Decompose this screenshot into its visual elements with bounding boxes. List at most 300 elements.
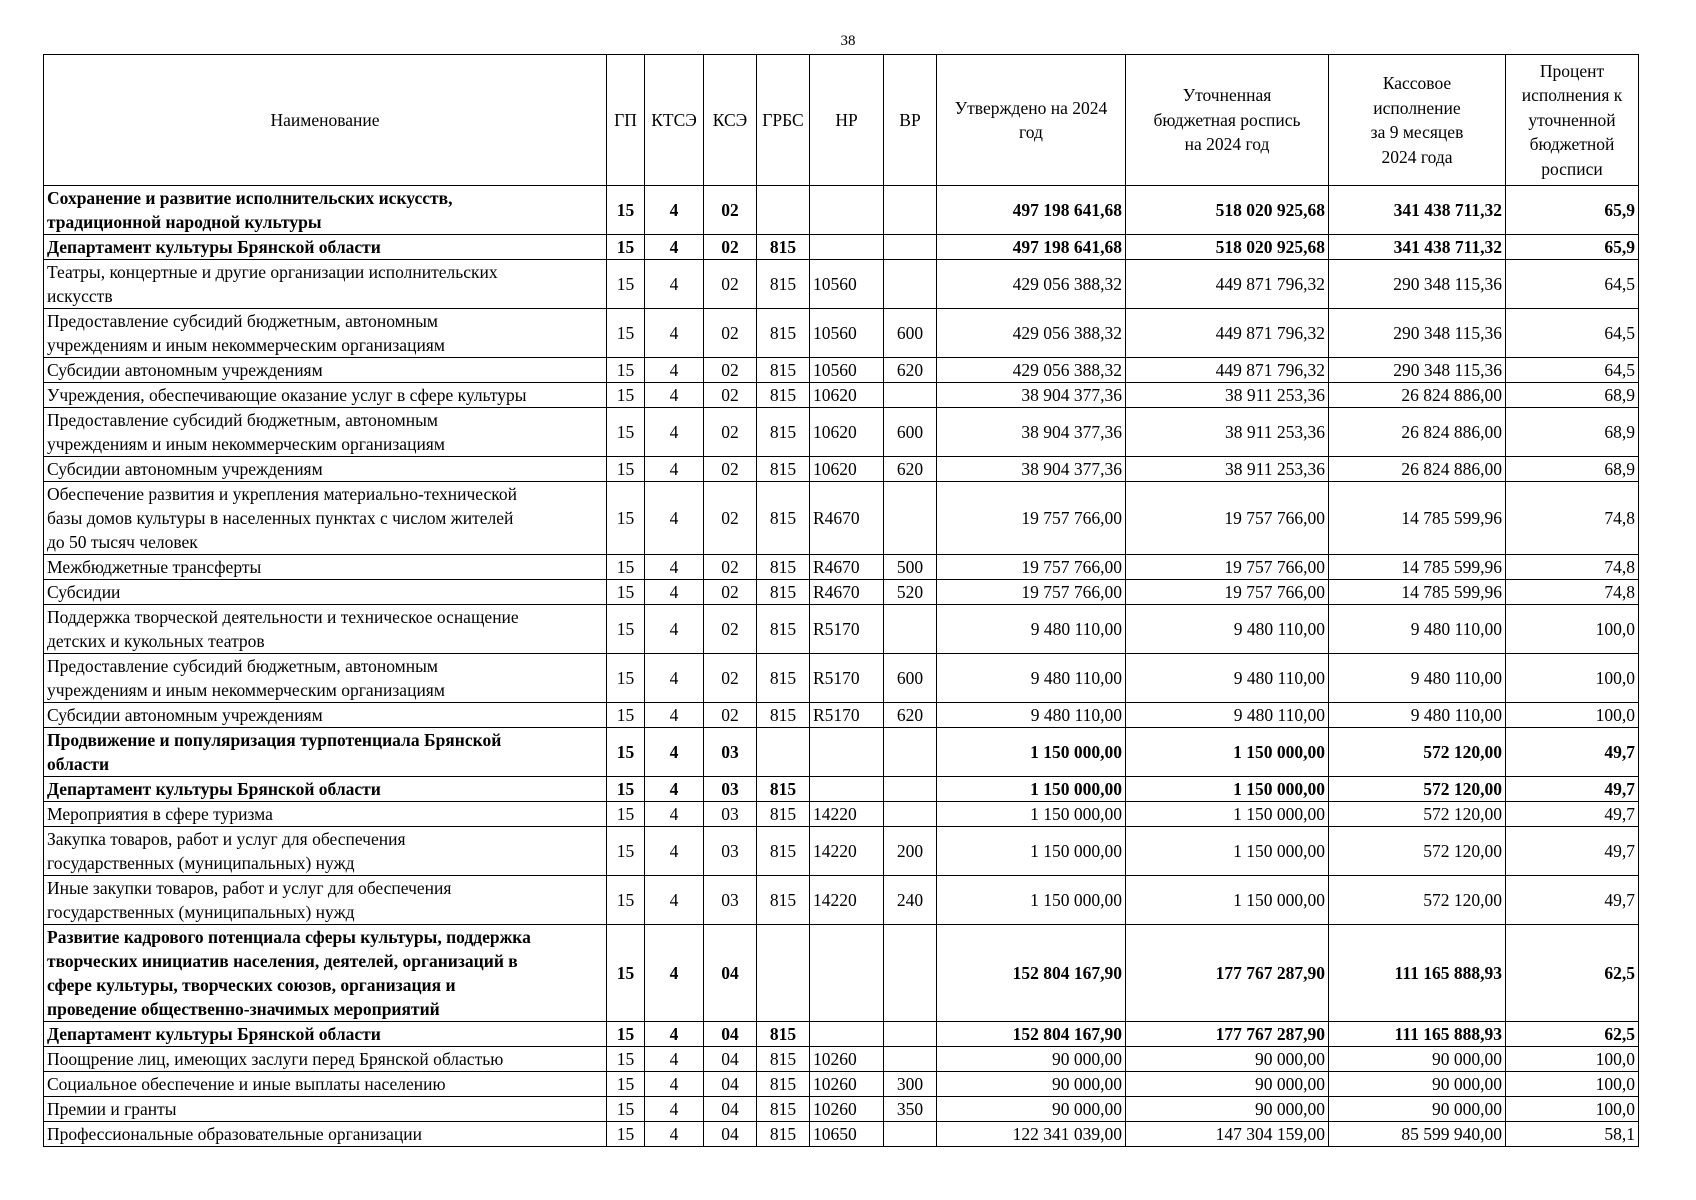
header-cash xyxy=(1329,55,1506,186)
cell-name-line: Развитие кадрового потенциала сферы культуры, поддержка xyxy=(47,927,531,947)
cell-vr: 600 xyxy=(884,408,937,457)
table-body xyxy=(44,186,1639,1147)
cell-vr: 620 xyxy=(884,703,937,728)
cell-name-line: до 50 тысяч человек xyxy=(47,532,198,552)
cell-ktse: 4 xyxy=(645,235,704,260)
header-percent-line: уточненной xyxy=(1528,109,1616,130)
cell-vr: 350 xyxy=(884,1097,937,1122)
cell-nr: 10260 xyxy=(810,1047,884,1072)
cell-name xyxy=(44,654,607,703)
cell-vr xyxy=(884,728,937,777)
cell-nr: 14220 xyxy=(810,802,884,827)
cell-grbs: 815 xyxy=(757,358,810,383)
cell-cash: 9 480 110,00 xyxy=(1329,703,1506,728)
header-refined-line: на 2024 год xyxy=(1184,134,1270,155)
table-row xyxy=(44,605,1639,654)
cell-name-line: Предоставление субсидий бюджетным, автономным xyxy=(47,410,438,430)
cell-ktse: 4 xyxy=(645,703,704,728)
cell-grbs: 815 xyxy=(757,654,810,703)
cell-nr: R4670 xyxy=(810,580,884,605)
cell-vr xyxy=(884,260,937,309)
cell-name-line: государственных (муниципальных) нужд xyxy=(47,902,355,922)
cell-vr xyxy=(884,925,937,1022)
cell-name-line: государственных (муниципальных) нужд xyxy=(47,853,355,873)
cell-percent: 62,5 xyxy=(1506,1022,1639,1047)
cell-gp: 15 xyxy=(607,260,645,309)
table-row xyxy=(44,260,1639,309)
cell-name-line: творческих инициатив населения, деятелей, организаций в xyxy=(47,951,518,971)
cell-nr xyxy=(810,925,884,1022)
table-row xyxy=(44,654,1639,703)
cell-approved: 429 056 388,32 xyxy=(937,260,1126,309)
cell-cash: 341 438 711,32 xyxy=(1329,235,1506,260)
cell-kse: 02 xyxy=(704,235,757,260)
cell-percent: 65,9 xyxy=(1506,235,1639,260)
table-header-row xyxy=(44,55,1639,186)
cell-name-line: Субсидии автономным учреждениям xyxy=(47,459,323,479)
cell-name-line: искусств xyxy=(47,286,113,306)
cell-refined: 147 304 159,00 xyxy=(1126,1122,1329,1147)
cell-name xyxy=(44,580,607,605)
cell-kse: 03 xyxy=(704,827,757,876)
table-row xyxy=(44,457,1639,482)
cell-nr: R4670 xyxy=(810,482,884,555)
cell-gp: 15 xyxy=(607,580,645,605)
cell-kse: 02 xyxy=(704,186,757,235)
cell-nr: 10560 xyxy=(810,309,884,358)
cell-percent: 49,7 xyxy=(1506,728,1639,777)
table-row xyxy=(44,358,1639,383)
cell-vr xyxy=(884,605,937,654)
cell-kse: 02 xyxy=(704,482,757,555)
table-row xyxy=(44,728,1639,777)
cell-vr xyxy=(884,235,937,260)
cell-kse: 03 xyxy=(704,802,757,827)
cell-name xyxy=(44,1047,607,1072)
cell-cash: 111 165 888,93 xyxy=(1329,925,1506,1022)
cell-approved: 9 480 110,00 xyxy=(937,703,1126,728)
cell-approved: 19 757 766,00 xyxy=(937,482,1126,555)
cell-name xyxy=(44,235,607,260)
cell-ktse: 4 xyxy=(645,555,704,580)
cell-refined: 19 757 766,00 xyxy=(1126,555,1329,580)
table-row xyxy=(44,1097,1639,1122)
cell-name-line: Сохранение и развитие исполнительских искусств, xyxy=(47,188,453,208)
cell-name-line: сфере культуры, творческих союзов, организация и xyxy=(47,975,456,995)
cell-nr xyxy=(810,186,884,235)
cell-approved: 90 000,00 xyxy=(937,1072,1126,1097)
cell-ktse: 4 xyxy=(645,802,704,827)
header-refined xyxy=(1126,55,1329,186)
cell-cash: 14 785 599,96 xyxy=(1329,580,1506,605)
cell-name-line: проведение общественно-значимых мероприятий xyxy=(47,999,440,1019)
cell-ktse: 4 xyxy=(645,654,704,703)
cell-cash: 9 480 110,00 xyxy=(1329,654,1506,703)
cell-name xyxy=(44,802,607,827)
cell-grbs: 815 xyxy=(757,605,810,654)
cell-grbs: 815 xyxy=(757,1097,810,1122)
cell-name-line: учреждениям и иным некоммерческим организациям xyxy=(47,434,445,454)
cell-nr: 10260 xyxy=(810,1097,884,1122)
cell-gp: 15 xyxy=(607,703,645,728)
cell-percent: 62,5 xyxy=(1506,925,1639,1022)
cell-name-line: базы домов культуры в населенных пунктах с числом жителей xyxy=(47,508,514,528)
header-refined-line: бюджетная роспись xyxy=(1153,109,1301,130)
cell-percent: 100,0 xyxy=(1506,654,1639,703)
cell-grbs: 815 xyxy=(757,1022,810,1047)
header-gp: ГП xyxy=(607,55,645,186)
cell-name-line: Продвижение и популяризация турпотенциала Брянской xyxy=(47,730,502,750)
header-percent-line: бюджетной xyxy=(1529,134,1615,155)
cell-nr: R4670 xyxy=(810,555,884,580)
cell-ktse: 4 xyxy=(645,358,704,383)
cell-gp: 15 xyxy=(607,654,645,703)
cell-grbs: 815 xyxy=(757,235,810,260)
cell-ktse: 4 xyxy=(645,260,704,309)
cell-vr xyxy=(884,1022,937,1047)
header-cash-line: 2024 года xyxy=(1381,146,1453,167)
cell-cash: 290 348 115,36 xyxy=(1329,309,1506,358)
header-kse: КСЭ xyxy=(704,55,757,186)
cell-kse: 04 xyxy=(704,1097,757,1122)
cell-vr: 300 xyxy=(884,1072,937,1097)
cell-grbs: 815 xyxy=(757,876,810,925)
cell-refined: 19 757 766,00 xyxy=(1126,580,1329,605)
cell-refined: 90 000,00 xyxy=(1126,1047,1329,1072)
cell-grbs xyxy=(757,728,810,777)
cell-name-line: Обеспечение развития и укрепления материально-технической xyxy=(47,484,517,504)
cell-grbs: 815 xyxy=(757,309,810,358)
cell-name xyxy=(44,1097,607,1122)
cell-percent: 68,9 xyxy=(1506,383,1639,408)
cell-kse: 02 xyxy=(704,358,757,383)
cell-approved: 1 150 000,00 xyxy=(937,802,1126,827)
cell-approved: 90 000,00 xyxy=(937,1097,1126,1122)
cell-cash: 290 348 115,36 xyxy=(1329,260,1506,309)
cell-nr: R5170 xyxy=(810,654,884,703)
cell-kse: 02 xyxy=(704,580,757,605)
cell-refined: 1 150 000,00 xyxy=(1126,728,1329,777)
cell-grbs: 815 xyxy=(757,555,810,580)
cell-vr: 520 xyxy=(884,580,937,605)
cell-vr xyxy=(884,482,937,555)
cell-approved: 1 150 000,00 xyxy=(937,827,1126,876)
cell-name-line: Поощрение лиц, имеющих заслуги перед Брянской областью xyxy=(47,1049,504,1069)
table-row xyxy=(44,235,1639,260)
cell-ktse: 4 xyxy=(645,1097,704,1122)
header-vr: ВР xyxy=(884,55,937,186)
cell-nr: 14220 xyxy=(810,827,884,876)
cell-gp: 15 xyxy=(607,555,645,580)
cell-ktse: 4 xyxy=(645,383,704,408)
cell-gp: 15 xyxy=(607,358,645,383)
budget-execution-table xyxy=(43,54,1639,1147)
cell-nr xyxy=(810,728,884,777)
table-row xyxy=(44,408,1639,457)
cell-refined: 449 871 796,32 xyxy=(1126,309,1329,358)
cell-percent: 68,9 xyxy=(1506,457,1639,482)
cell-nr: R5170 xyxy=(810,605,884,654)
cell-percent: 64,5 xyxy=(1506,260,1639,309)
cell-cash: 572 120,00 xyxy=(1329,827,1506,876)
cell-vr: 500 xyxy=(884,555,937,580)
cell-kse: 04 xyxy=(704,1022,757,1047)
cell-name xyxy=(44,728,607,777)
table-row xyxy=(44,309,1639,358)
cell-name xyxy=(44,555,607,580)
cell-cash: 572 120,00 xyxy=(1329,777,1506,802)
cell-vr: 620 xyxy=(884,457,937,482)
page-number: 38 xyxy=(840,33,856,49)
cell-name-line: Предоставление субсидий бюджетным, автономным xyxy=(47,656,438,676)
header-cash-line: Кассовое xyxy=(1382,73,1452,93)
cell-gp: 15 xyxy=(607,802,645,827)
cell-approved: 19 757 766,00 xyxy=(937,555,1126,580)
cell-percent: 49,7 xyxy=(1506,876,1639,925)
cell-refined: 9 480 110,00 xyxy=(1126,654,1329,703)
cell-grbs: 815 xyxy=(757,827,810,876)
cell-name-line: Поддержка творческой деятельности и техническое оснащение xyxy=(47,607,519,627)
cell-nr xyxy=(810,235,884,260)
cell-name-line: Субсидии xyxy=(47,582,121,602)
cell-gp: 15 xyxy=(607,728,645,777)
cell-vr: 600 xyxy=(884,654,937,703)
cell-gp: 15 xyxy=(607,235,645,260)
cell-gp: 15 xyxy=(607,605,645,654)
cell-cash: 572 120,00 xyxy=(1329,876,1506,925)
cell-grbs: 815 xyxy=(757,383,810,408)
cell-refined: 1 150 000,00 xyxy=(1126,777,1329,802)
cell-approved: 122 341 039,00 xyxy=(937,1122,1126,1147)
cell-vr: 240 xyxy=(884,876,937,925)
cell-gp: 15 xyxy=(607,1122,645,1147)
cell-name xyxy=(44,383,607,408)
cell-approved: 38 904 377,36 xyxy=(937,383,1126,408)
cell-nr xyxy=(810,1022,884,1047)
cell-percent: 74,8 xyxy=(1506,482,1639,555)
cell-gp: 15 xyxy=(607,309,645,358)
cell-percent: 49,7 xyxy=(1506,827,1639,876)
cell-cash: 90 000,00 xyxy=(1329,1072,1506,1097)
cell-approved: 429 056 388,32 xyxy=(937,358,1126,383)
table-row xyxy=(44,383,1639,408)
cell-name-line: Департамент культуры Брянской области xyxy=(47,1024,381,1044)
cell-name xyxy=(44,482,607,555)
cell-name-line: Закупка товаров, работ и услуг для обеспечения xyxy=(47,829,406,849)
cell-cash: 572 120,00 xyxy=(1329,728,1506,777)
cell-kse: 03 xyxy=(704,777,757,802)
cell-kse: 02 xyxy=(704,383,757,408)
cell-ktse: 4 xyxy=(645,925,704,1022)
cell-approved: 1 150 000,00 xyxy=(937,876,1126,925)
cell-kse: 04 xyxy=(704,1122,757,1147)
header-approved-line: Утверждено на 2024 xyxy=(954,97,1108,118)
header-nr: НР xyxy=(810,55,884,186)
cell-name xyxy=(44,1022,607,1047)
cell-ktse: 4 xyxy=(645,482,704,555)
cell-approved: 90 000,00 xyxy=(937,1047,1126,1072)
cell-refined: 449 871 796,32 xyxy=(1126,260,1329,309)
cell-percent: 100,0 xyxy=(1506,1072,1639,1097)
cell-ktse: 4 xyxy=(645,580,704,605)
cell-name-line: Профессиональные образовательные организации xyxy=(47,1124,423,1144)
table-row xyxy=(44,1022,1639,1047)
cell-kse: 02 xyxy=(704,605,757,654)
cell-approved: 429 056 388,32 xyxy=(937,309,1126,358)
cell-kse: 02 xyxy=(704,654,757,703)
cell-ktse: 4 xyxy=(645,457,704,482)
cell-name xyxy=(44,1072,607,1097)
table-row xyxy=(44,1072,1639,1097)
cell-approved: 1 150 000,00 xyxy=(937,777,1126,802)
cell-name-line: детских и кукольных театров xyxy=(47,631,265,651)
cell-kse: 02 xyxy=(704,260,757,309)
cell-gp: 15 xyxy=(607,925,645,1022)
cell-grbs: 815 xyxy=(757,802,810,827)
cell-gp: 15 xyxy=(607,186,645,235)
cell-refined: 518 020 925,68 xyxy=(1126,186,1329,235)
cell-approved: 497 198 641,68 xyxy=(937,186,1126,235)
cell-cash: 572 120,00 xyxy=(1329,802,1506,827)
cell-percent: 64,5 xyxy=(1506,309,1639,358)
header-percent-line: Процент xyxy=(1539,60,1605,81)
cell-name-line: Мероприятия в сфере туризма xyxy=(47,804,273,824)
cell-name-line: учреждениям и иным некоммерческим организациям xyxy=(47,680,445,700)
cell-kse: 03 xyxy=(704,728,757,777)
cell-name xyxy=(44,408,607,457)
cell-refined: 1 150 000,00 xyxy=(1126,876,1329,925)
table-row xyxy=(44,1122,1639,1147)
cell-approved: 1 150 000,00 xyxy=(937,728,1126,777)
cell-nr: 10620 xyxy=(810,408,884,457)
cell-kse: 02 xyxy=(704,457,757,482)
cell-refined: 90 000,00 xyxy=(1126,1097,1329,1122)
cell-ktse: 4 xyxy=(645,728,704,777)
header-cash-line: исполнение xyxy=(1373,97,1461,118)
cell-refined: 177 767 287,90 xyxy=(1126,1022,1329,1047)
cell-percent: 49,7 xyxy=(1506,802,1639,827)
cell-ktse: 4 xyxy=(645,309,704,358)
cell-ktse: 4 xyxy=(645,1022,704,1047)
cell-ktse: 4 xyxy=(645,186,704,235)
cell-nr: 10560 xyxy=(810,358,884,383)
cell-name xyxy=(44,186,607,235)
cell-name-line: Социальное обеспечение и иные выплаты населению xyxy=(47,1074,446,1094)
cell-vr xyxy=(884,1122,937,1147)
cell-percent: 68,9 xyxy=(1506,408,1639,457)
cell-name-line: Субсидии автономным учреждениям xyxy=(47,705,323,725)
cell-nr xyxy=(810,777,884,802)
cell-name xyxy=(44,605,607,654)
cell-gp: 15 xyxy=(607,1072,645,1097)
cell-grbs: 815 xyxy=(757,457,810,482)
cell-gp: 15 xyxy=(607,1022,645,1047)
cell-approved: 152 804 167,90 xyxy=(937,1022,1126,1047)
header-approved xyxy=(937,55,1126,186)
cell-vr xyxy=(884,186,937,235)
header-grbs: ГРБС xyxy=(757,55,810,186)
cell-ktse: 4 xyxy=(645,1047,704,1072)
cell-gp: 15 xyxy=(607,827,645,876)
cell-grbs: 815 xyxy=(757,408,810,457)
table-row xyxy=(44,1047,1639,1072)
table-row xyxy=(44,827,1639,876)
cell-name xyxy=(44,358,607,383)
cell-kse: 02 xyxy=(704,408,757,457)
cell-cash: 341 438 711,32 xyxy=(1329,186,1506,235)
cell-gp: 15 xyxy=(607,383,645,408)
cell-refined: 38 911 253,36 xyxy=(1126,383,1329,408)
header-name: Наименование xyxy=(44,55,607,186)
cell-kse: 04 xyxy=(704,1047,757,1072)
table-row xyxy=(44,777,1639,802)
cell-gp: 15 xyxy=(607,457,645,482)
table-row xyxy=(44,925,1639,1022)
cell-name-line: области xyxy=(47,754,110,774)
cell-name-line: Межбюджетные трансферты xyxy=(47,557,262,577)
cell-ktse: 4 xyxy=(645,777,704,802)
cell-name-line: Департамент культуры Брянской области xyxy=(47,779,381,799)
table-row xyxy=(44,876,1639,925)
cell-grbs: 815 xyxy=(757,260,810,309)
cell-name xyxy=(44,827,607,876)
cell-percent: 64,5 xyxy=(1506,358,1639,383)
cell-grbs: 815 xyxy=(757,1122,810,1147)
cell-ktse: 4 xyxy=(645,1072,704,1097)
cell-percent: 100,0 xyxy=(1506,1097,1639,1122)
table-row xyxy=(44,703,1639,728)
cell-name-line: Предоставление субсидий бюджетным, автономным xyxy=(47,311,438,331)
cell-vr xyxy=(884,802,937,827)
cell-refined: 1 150 000,00 xyxy=(1126,802,1329,827)
cell-cash: 14 785 599,96 xyxy=(1329,555,1506,580)
cell-gp: 15 xyxy=(607,482,645,555)
cell-name-line: Театры, концертные и другие организации исполнительских xyxy=(47,262,498,282)
cell-kse: 02 xyxy=(704,309,757,358)
table-row xyxy=(44,802,1639,827)
cell-name xyxy=(44,309,607,358)
cell-percent: 58,1 xyxy=(1506,1122,1639,1147)
cell-approved: 19 757 766,00 xyxy=(937,580,1126,605)
cell-percent: 100,0 xyxy=(1506,1047,1639,1072)
cell-percent: 65,9 xyxy=(1506,186,1639,235)
cell-vr xyxy=(884,383,937,408)
cell-vr: 600 xyxy=(884,309,937,358)
cell-grbs: 815 xyxy=(757,482,810,555)
cell-refined: 449 871 796,32 xyxy=(1126,358,1329,383)
header-percent-line: исполнения к xyxy=(1521,85,1623,106)
cell-percent: 49,7 xyxy=(1506,777,1639,802)
table-row xyxy=(44,482,1639,555)
cell-name-line: учреждениям и иным некоммерческим организациям xyxy=(47,335,445,355)
header-percent-line: росписи xyxy=(1541,158,1603,179)
cell-nr: 14220 xyxy=(810,876,884,925)
cell-nr: 10620 xyxy=(810,457,884,482)
cell-nr: 10650 xyxy=(810,1122,884,1147)
cell-refined: 90 000,00 xyxy=(1126,1072,1329,1097)
cell-cash: 85 599 940,00 xyxy=(1329,1122,1506,1147)
cell-ktse: 4 xyxy=(645,876,704,925)
cell-approved: 38 904 377,36 xyxy=(937,408,1126,457)
cell-refined: 1 150 000,00 xyxy=(1126,827,1329,876)
cell-cash: 111 165 888,93 xyxy=(1329,1022,1506,1047)
cell-refined: 38 911 253,36 xyxy=(1126,408,1329,457)
cell-kse: 04 xyxy=(704,1072,757,1097)
header-cash-line: за 9 месяцев xyxy=(1370,122,1464,142)
cell-name-line: Субсидии автономным учреждениям xyxy=(47,360,323,380)
cell-cash: 90 000,00 xyxy=(1329,1047,1506,1072)
cell-gp: 15 xyxy=(607,408,645,457)
